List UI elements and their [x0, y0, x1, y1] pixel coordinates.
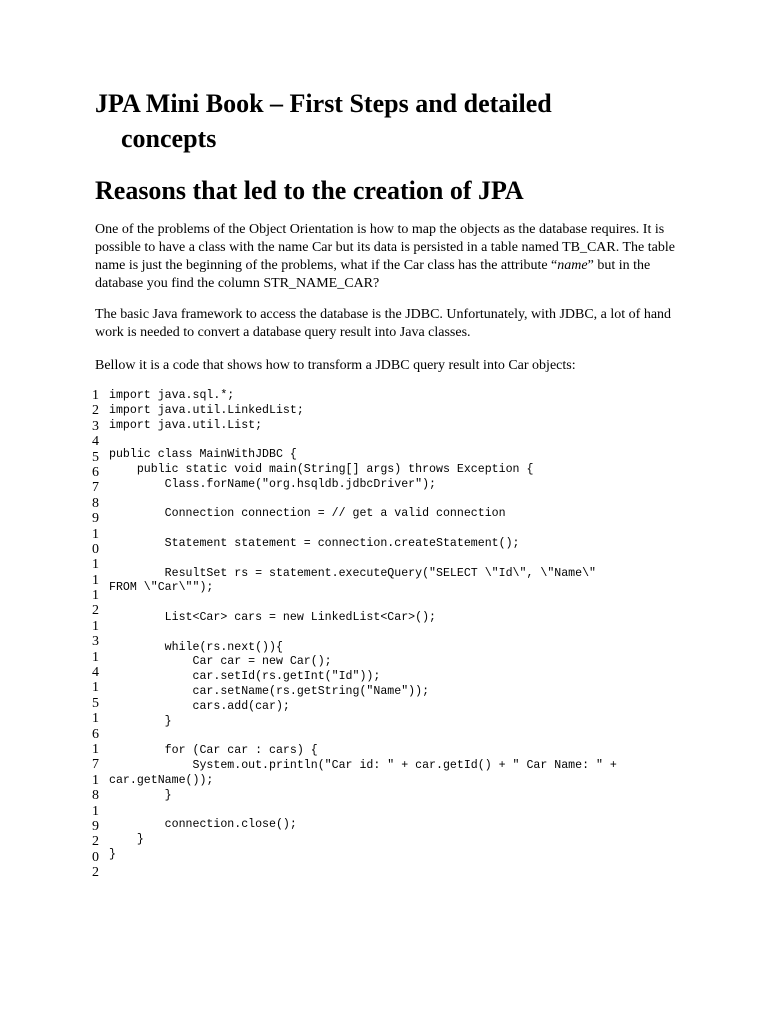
- code-line: FROM \"Car\"");: [109, 581, 214, 595]
- code-line: Statement statement = connection.createStatement();: [109, 536, 520, 550]
- paragraph-code-intro: Bellow it is a code that shows how to transform a JDBC query result into Car objects:: [95, 358, 576, 373]
- code-line: car.getName());: [109, 773, 214, 787]
- code-line: cars.add(car);: [109, 699, 290, 713]
- line-number: 1: [92, 572, 99, 588]
- line-number: 8: [92, 788, 99, 804]
- line-number: 9: [92, 818, 99, 834]
- code-line: for (Car car : cars) {: [109, 744, 318, 758]
- code-line: Connection connection = // get a valid connection: [109, 507, 506, 521]
- line-number: 1: [92, 680, 99, 696]
- emphasized-attribute-name: name: [557, 258, 588, 273]
- code-line: }: [109, 714, 172, 728]
- line-number: 1: [92, 526, 99, 542]
- line-number: 7: [92, 480, 99, 496]
- code-line: ResultSet rs = statement.executeQuery("SELECT \"Id\", \"Name\": [109, 566, 597, 580]
- line-number: 1: [92, 741, 99, 757]
- line-number: 6: [92, 464, 99, 480]
- line-number: 6: [92, 726, 99, 742]
- line-number: 0: [92, 541, 99, 557]
- code-line: while(rs.next()){: [109, 640, 283, 654]
- code-line: [109, 729, 689, 744]
- code-line: [109, 552, 689, 567]
- line-number: 1: [92, 618, 99, 634]
- code-line: import java.sql.*;: [109, 389, 235, 402]
- code-line: [109, 803, 689, 818]
- code-line: }: [109, 788, 172, 802]
- code-line: [109, 493, 689, 508]
- line-number: 1: [92, 588, 99, 604]
- line-number: 0: [92, 849, 99, 865]
- code-line: import java.util.LinkedList;: [109, 403, 304, 417]
- document-title-line-2: concepts: [121, 124, 217, 153]
- code-line-numbers: [92, 388, 104, 881]
- paragraph-text-part: ” but in the database you find the column STR_NAME_CAR?: [95, 258, 651, 291]
- code-line: List<Car> cars = new LinkedList<Car>();: [109, 610, 436, 624]
- line-number: 1: [92, 557, 99, 573]
- line-number: 7: [92, 757, 99, 773]
- paragraph-jdbc: The basic Java framework to access the database is the JDBC. Unfortunately, with JDBC, a lot of hand work is needed to convert a database query result into Java classes.: [95, 307, 672, 340]
- line-number: 1: [92, 803, 99, 819]
- line-number: 2: [92, 403, 99, 419]
- code-line: [109, 596, 689, 611]
- line-number: 2: [92, 834, 99, 850]
- code-line: Class.forName("org.hsqldb.jdbcDriver");: [109, 477, 436, 491]
- document-title: [95, 86, 735, 156]
- code-line: }: [109, 847, 116, 861]
- code-line: public class MainWithJDBC {: [109, 448, 297, 462]
- code-block: [109, 389, 689, 863]
- code-line: System.out.println("Car id: " + car.getId() + " Car Name: " +: [109, 758, 617, 772]
- document-title-line-1: JPA Mini Book – First Steps and detailed: [95, 89, 552, 118]
- code-line: [109, 626, 689, 641]
- code-line: car.setId(rs.getInt("Id"));: [109, 670, 381, 684]
- paragraph-object-mapping: [95, 221, 675, 293]
- line-number: 4: [92, 665, 99, 681]
- line-number: 5: [92, 449, 99, 465]
- code-line: connection.close();: [109, 818, 297, 832]
- line-number: 2: [92, 865, 99, 881]
- paragraph-text-part: One of the problems of the Object Orientation is how to map the objects as the database requires. It is possible to have a class with the name Car but its data is persisted in a table named TB_CAR. The table name is just the beginning of the problems, what if the Car class has the attribute “: [95, 222, 675, 273]
- line-number: 5: [92, 695, 99, 711]
- code-line: [109, 522, 689, 537]
- line-number: 3: [92, 634, 99, 650]
- line-number: 3: [92, 418, 99, 434]
- code-line: Car car = new Car();: [109, 655, 332, 669]
- code-line: }: [109, 832, 144, 846]
- code-line: car.setName(rs.getString("Name"));: [109, 684, 430, 698]
- line-number: 9: [92, 511, 99, 527]
- line-number: 1: [92, 388, 99, 403]
- line-number: 1: [92, 711, 99, 727]
- code-line: import java.util.List;: [109, 418, 263, 432]
- line-number: 1: [92, 649, 99, 665]
- code-line: [109, 433, 689, 448]
- line-number: 4: [92, 434, 99, 450]
- line-number: 2: [92, 603, 99, 619]
- code-line: public static void main(String[] args) throws Exception {: [109, 462, 534, 476]
- line-number: 1: [92, 772, 99, 788]
- line-number: 8: [92, 495, 99, 511]
- section-heading: Reasons that led to the creation of JPA: [95, 176, 524, 205]
